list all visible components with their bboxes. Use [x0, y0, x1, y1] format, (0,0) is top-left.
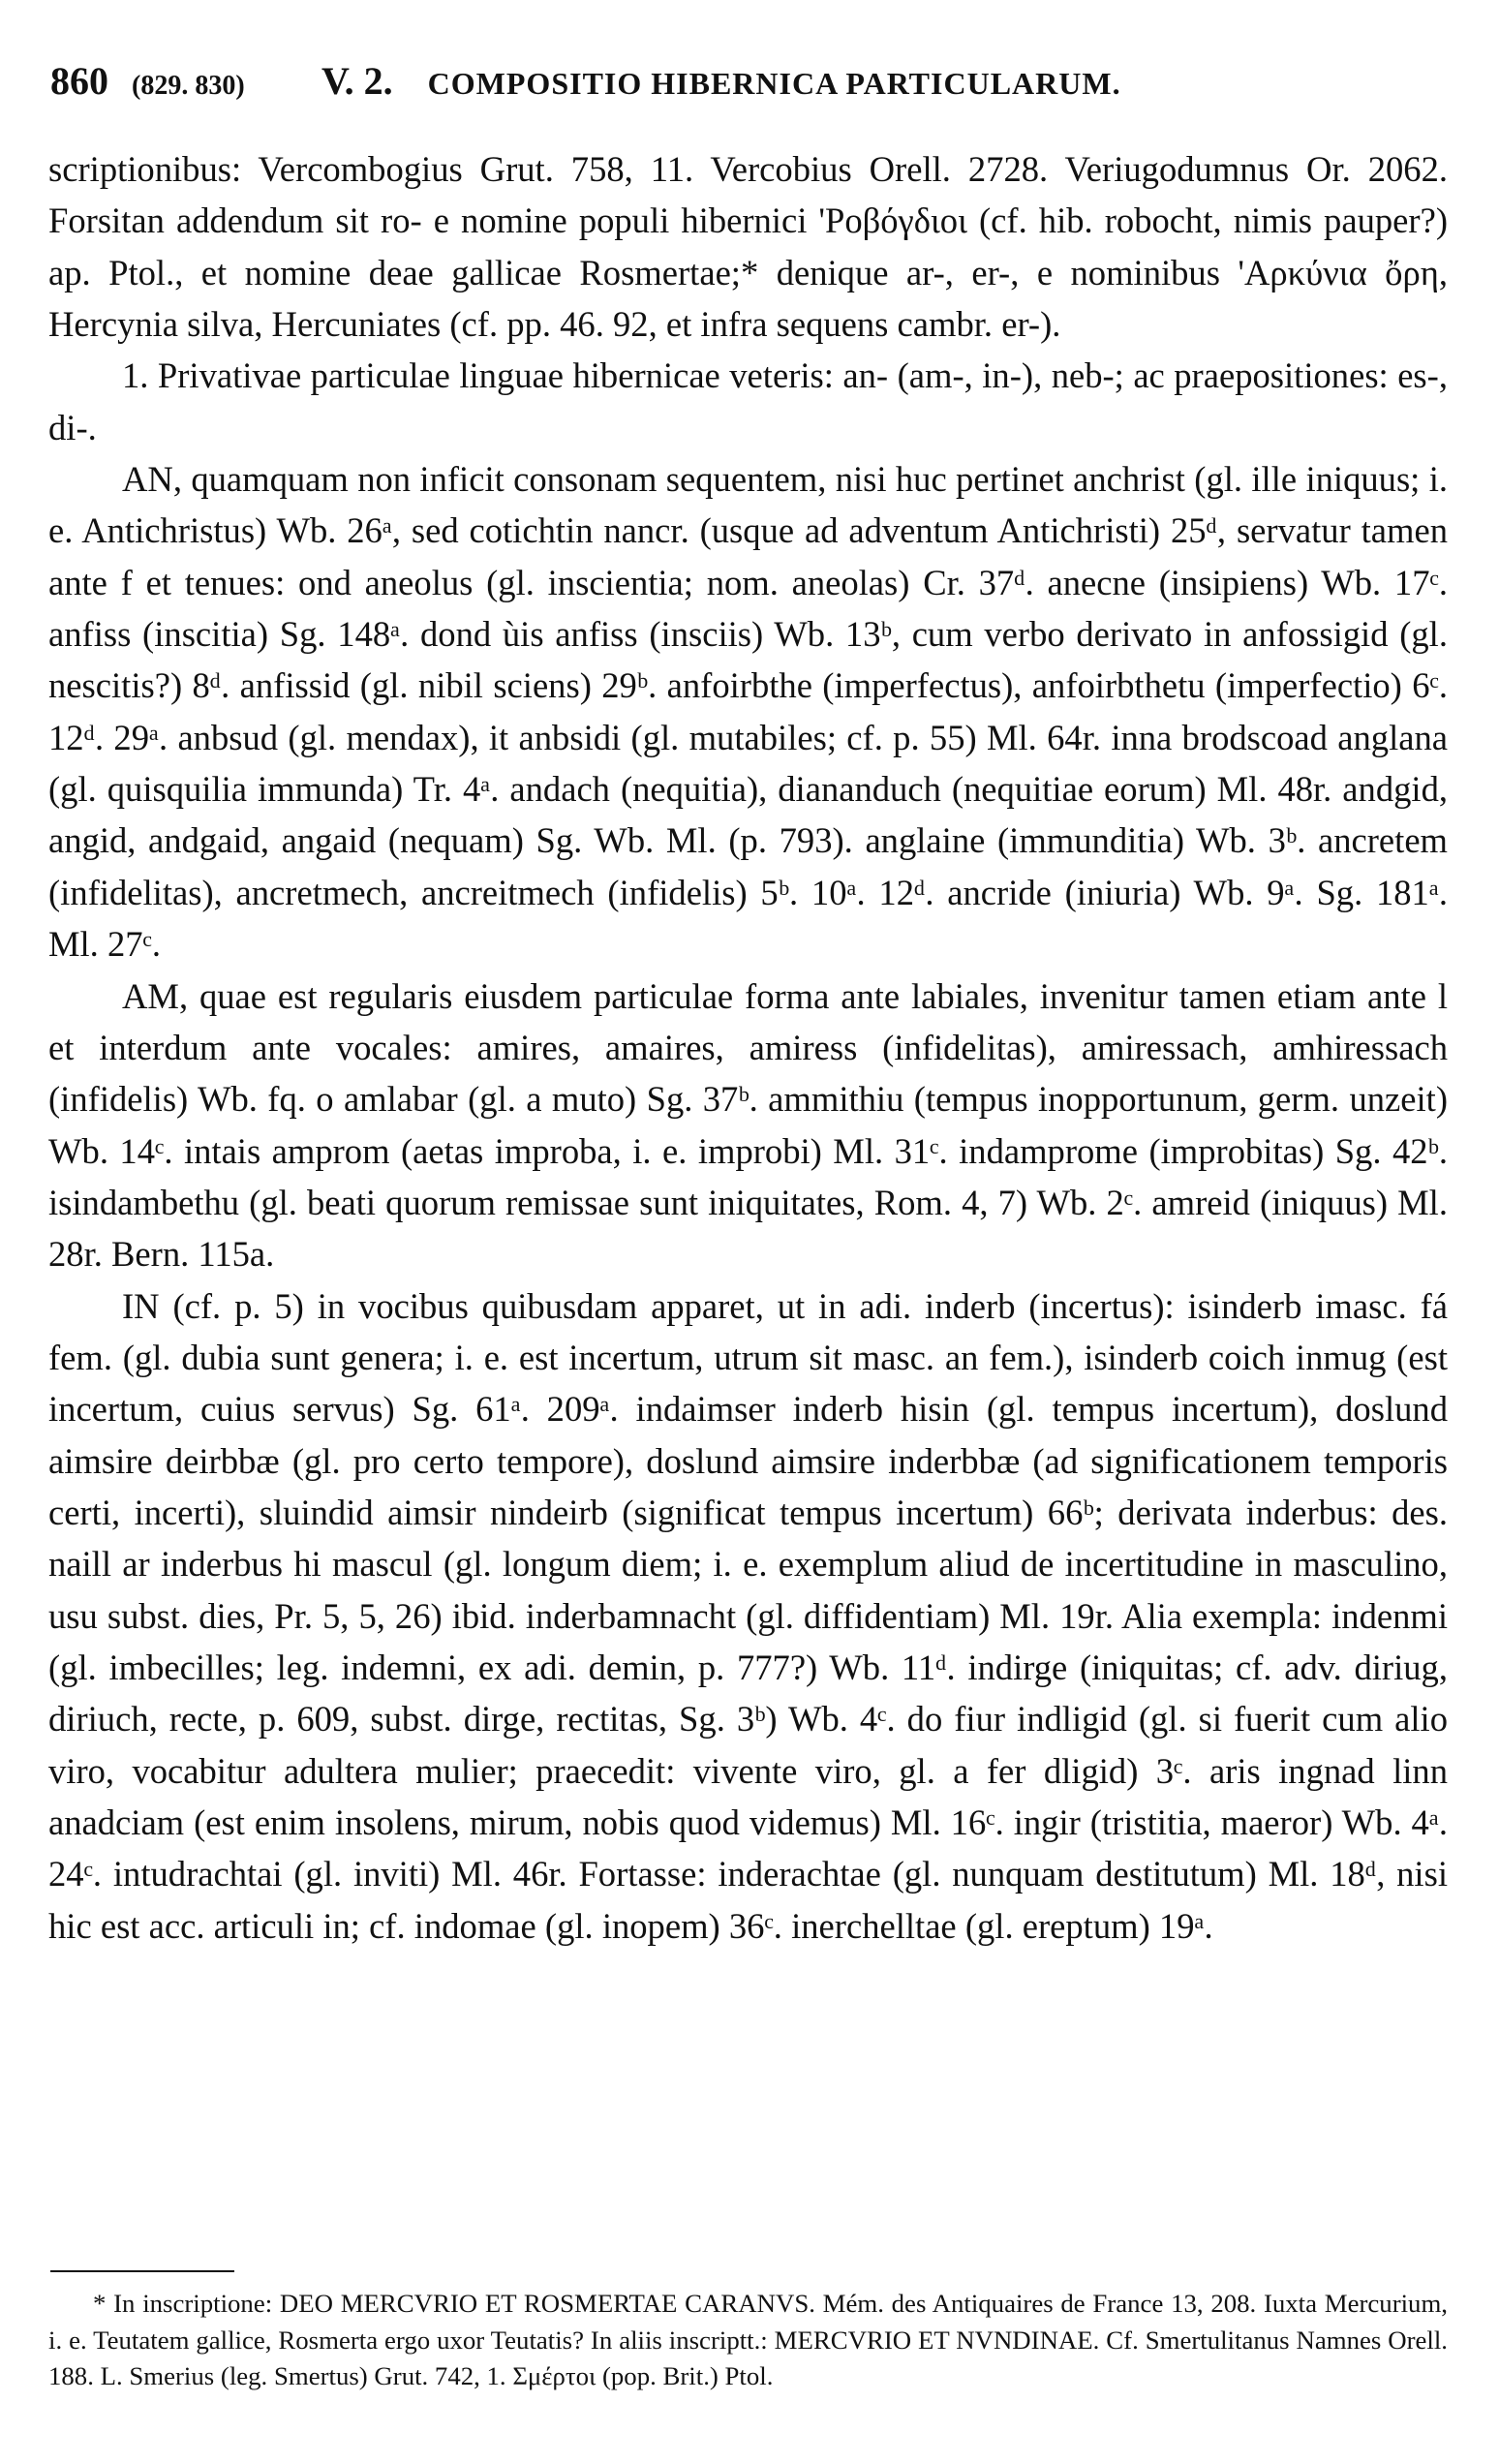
page-number: 860 — [50, 59, 108, 103]
paragraph-am: AM, quae est regularis eiusdem particulae forma ante labiales, invenitur tamen etiam ante l et interdum ante vocales: amires, amaires, amiress (infidelitas), amiressach, amhiressach (infidelis) Wb. fq. o amlabar (gl. a muto) Sg. 37ᵇ. ammithiu (tempus inopportunum, germ. unzeit) Wb. 14ᶜ. intais amprom (aetas improba, i. e. improbi) Ml. 31ᶜ. indamprome (improbitas) Sg. 42ᵇ. isindambethu (gl. beati quorum remissae sunt iniquitates, Rom. 4, 7) Wb. 2ᶜ. amreid (iniquus) Ml. 28r. Bern. 115a. — [48, 975, 1448, 1275]
paragraph-privative-particles: 1. Privativae particulae linguae hibernicae veteris: an- (am-, in-), neb-; ac praepositiones: es-, di-. — [48, 355, 1448, 447]
column-reference: (829. 830) — [132, 71, 245, 101]
running-title: COMPOSITIO HIBERNICA PARTICULARUM. — [427, 66, 1121, 101]
main-text — [48, 143, 1448, 1952]
footnote — [48, 2286, 1448, 2395]
section-number: V. 2. — [321, 59, 393, 103]
paragraph-an: AN, quamquam non inficit consonam sequentem, nisi huc pertinet anchrist (gl. ille iniquus; i. e. Antichristus) Wb. 26ᵃ, sed cotichtin nancr. (usque ad adventum Antichristi) 25ᵈ, servatur tamen ante f et tenues: ond aneolus (gl. inscientia; nom. aneolas) Cr. 37ᵈ. anecne (insipiens) Wb. 17ᶜ. anfiss (inscitia) Sg. 148ᵃ. dond ùis anfiss (insciis) Wb. 13ᵇ, cum verbo derivato in anfossigid (gl. nescitis?) 8ᵈ. anfissid (gl. nibil sciens) 29ᵇ. anfoirbthe (imperfectus), anfoirbthetu (imperfectio) 6ᶜ. 12ᵈ. 29ᵃ. anbsud (gl. mendax), it anbsidi (gl. mutabiles; cf. p. 55) Ml. 64r. inna brodscoad anglana (gl. quisquilia immunda) Tr. 4ᵃ. andach (nequitia), diananduch (nequitiae eorum) Ml. 48r. andgid, angid, andgaid, angaid (nequam) Sg. Wb. Ml. (p. 793). anglaine (immunditia) Wb. 3ᵇ. ancretem (infidelitas), ancretmech, ancreitmech (infidelis) 5ᵇ. 10ᵃ. 12ᵈ. ancride (iniuria) Wb. 9ᵃ. Sg. 181ᵃ. Ml. 27ᶜ. — [48, 459, 1448, 965]
footnote-divider — [50, 2270, 234, 2272]
footnote-text: * In inscriptione: DEO MERCVRIO ET ROSMERTAE CARANVS. Mém. des Antiquaires de France 13, 208. Iuxta Mercurium, i. e. Teutatem gallice, Rosmerta ergo uxor Teutatis? In aliis inscriptt.: MERCVRIO ET NVNDINAE. Cf. Smertulitanus Namnes Orell. 188. L. Smerius (leg. Smertus) Grut. 742, 1. Σμέρτοι (pop. Brit.) Ptol. — [48, 2289, 1448, 2390]
paragraph-continuation: scriptionibus: Vercombogius Grut. 758, 11. Vercobius Orell. 2728. Veriugodumnus Or. 2062. Forsitan addendum sit ro- e nomine populi hibernici 'Ροβόγδιοι (cf. hib. robocht, nimis pauper?) ap. Ptol., et nomine deae gallicae Rosmertae;* denique ar-, er-, e nominibus 'Αρκύνια ὄρη, Hercynia silva, Hercuniates (cf. pp. 46. 92, et infra sequens cambr. er-). — [48, 149, 1448, 345]
running-header — [50, 58, 1445, 104]
paragraph-in: IN (cf. p. 5) in vocibus quibusdam apparet, ut in adi. inderb (incertus): isinderb imasc. fá fem. (gl. dubia sunt genera; i. e. est incertum, utrum sit masc. an fem.), isinderb coich inmug (est incertum, cuius servus) Sg. 61ᵃ. 209ᵃ. indaimser inderb hisin (gl. tempus incertum), doslund aimsire deirbbæ (gl. pro certo tempore), doslund aimsire inderbbæ (ad significationem temporis certi, incerti), sluindid aimsir nindeirb (significat tempus incertum) 66ᵇ; derivata inderbus: des. naill ar inderbus hi mascul (gl. longum diem; i. e. exemplum aliud de incertitudine in masculino, usu subst. dies, Pr. 5, 5, 26) ibid. inderbamnacht (gl. diffidentiam) Ml. 19r. Alia exempla: indenmi (gl. imbecilles; leg. indemni, ex adi. demin, p. 777?) Wb. 11ᵈ. indirge (iniquitas; cf. adv. diriug, diriuch, recte, p. 609, subst. dirge, rectitas, Sg. 3ᵇ) Wb. 4ᶜ. do fiur indligid (gl. si fuerit cum alio viro, vocabitur adultera mulier; praecedit: vivente viro, gl. a fer dligid) 3ᶜ. aris ingnad linn anadciam (est enim insolens, mirum, nobis quod videmus) Ml. 16ᶜ. ingir (tristitia, maeror) Wb. 4ᵃ. 24ᶜ. intudrachtai (gl. inviti) Ml. 46r. Fortasse: inderachtae (gl. nunquam destitutum) Ml. 18ᵈ, nisi hic est acc. articuli in; cf. indomae (gl. inopem) 36ᶜ. inerchelltae (gl. ereptum) 19ᵃ. — [48, 1285, 1448, 1946]
